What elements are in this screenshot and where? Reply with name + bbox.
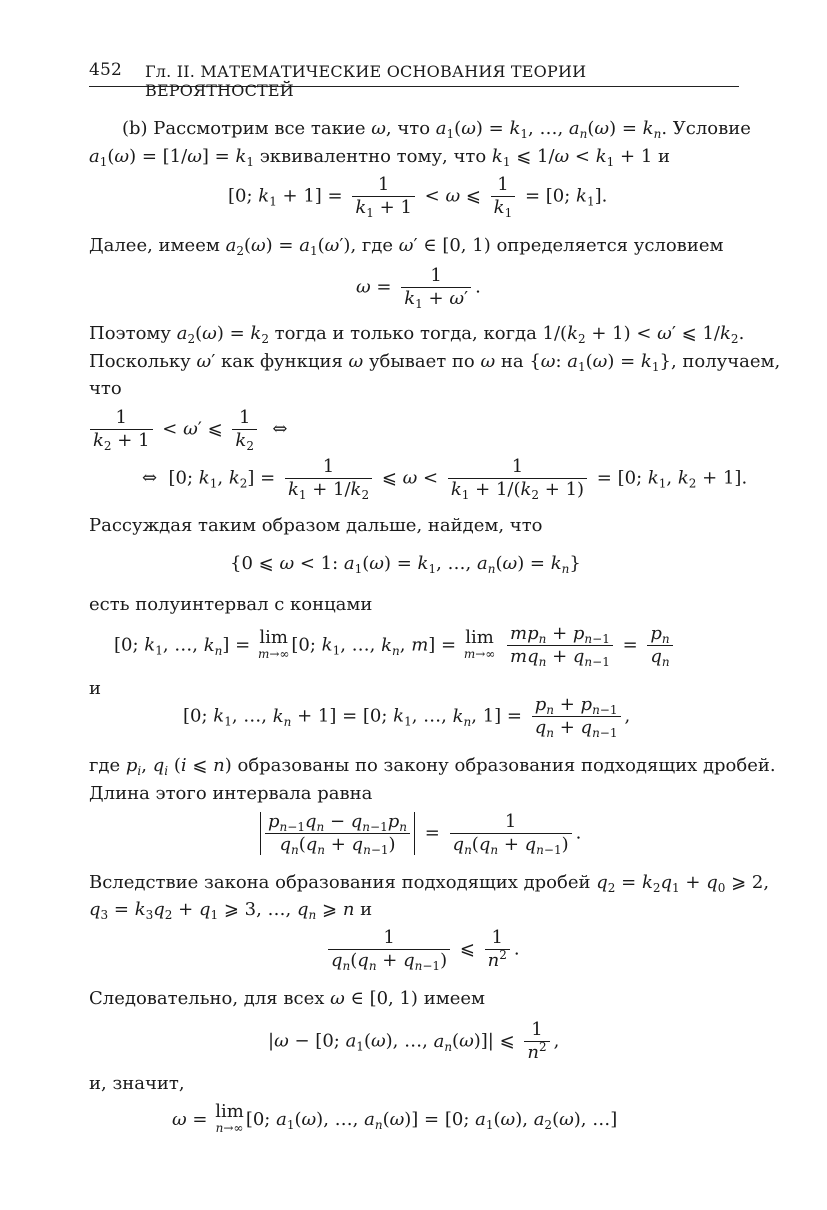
equation-3a: $\frac{1}{k_2 + 1}$ < ω′ ⩽ $\frac{1}{k_2}$ ⇔	[86, 408, 287, 451]
text-line-14: Следовательно, для всех ω ∈ [0, 1) имеем	[89, 988, 485, 1009]
page-number: 452	[89, 60, 123, 80]
equation-9: |ω − [0; $a_1(\omega)$, …, $a_n(\omega)]|$ ⩽ $\frac{1}{n^2}$ ,	[268, 1019, 560, 1063]
equation-3b: ⇔ [0; $k_1$, $k_2$] = $\frac{1}{k_1 + 1/k_2}$ ⩽ ω < $\frac{1}{k_1 + 1/(k_2 + 1)}$ = [0; $k_1$, $k_2 + 1$].	[142, 456, 748, 502]
text-line-11: Длина этого интервала равна	[89, 783, 373, 804]
equation-1: [0; $k_1 + 1$] = $\frac{1}{k_1 + 1}$ < ω ⩽ $\frac{1}{k_1}$ = [0; $k_1$].	[228, 174, 608, 220]
running-header	[89, 60, 739, 100]
text-line-5: Поскольку ω′ как функция ω убывает по ω на {ω: $a_1(\omega) = k_1$}, получаем,	[89, 351, 781, 374]
text-line-4: Поэтому $a_2(\omega) = k_2$ тогда и только тогда, когда $1/(k_2 + 1) < \omega'$ ⩽ $1/k_2$.	[89, 323, 745, 346]
text-line-15: и, значит,	[89, 1073, 185, 1094]
equation-2: ω = $\frac{1}{k_1 + \omega'}$ .	[356, 265, 481, 311]
equation-4: {0 ⩽ ω < 1: $a_1(\omega) = k_1$, …, $a_n(\omega) = k_n$}	[230, 553, 581, 576]
running-title: Гл. II. МАТЕМАТИЧЕСКИЕ ОСНОВАНИЯ ТЕОРИИ ВЕРОЯТНОСТЕЙ	[145, 62, 587, 100]
equation-5: [0; $k_1$, …, $k_n$] = lim m→∞ [0; $k_1$, …, $k_n$, m] = lim m→∞ $\frac{mp_n + p_{n-1}}{mq_n + q_{n-1}}$ = $\frac{p_n}{q_n}$	[114, 624, 677, 667]
text-line-2: $a_1(\omega) = [1/\omega] = k_1$ эквивалентно тому, что $k_1$ ⩽ $1/\omega < k_1 + 1$ и	[89, 146, 670, 169]
text-line-9: и	[89, 678, 101, 699]
equation-7: $\frac{p_{n-1}q_n - q_{n-1}p_n}{q_n(q_n + q_{n-1})}$ = $\frac{1}{q_n(q_n + q_{n-1})}$ .	[256, 812, 581, 855]
text-line-3: Далее, имеем $a_2(\omega) = a_1(\omega')$, где ω′ ∈ [0, 1) определяется условием	[89, 235, 724, 258]
equation-10: ω = lim n→∞ [0; $a_1(\omega)$, …, $a_n(\omega)] = [0$; $a_1(\omega)$, $a_2(\omega)$, …]	[172, 1101, 618, 1135]
text-line-13: $q_3 = k_3q_2 + q_1$ ⩾ 3, …, $q_n$ ⩾ n и	[89, 899, 373, 922]
equation-8: $\frac{1}{q_n(q_n + q_{n-1})}$ ⩽ $\frac{1}{n^2}$ .	[324, 928, 520, 971]
equation-6: [0; $k_1$, …, $k_n + 1] = [0$; $k_1$, …, $k_n$, 1] = $\frac{p_n + p_{n-1}}{q_n + q_{n-1}}$ ,	[183, 694, 631, 740]
text-line-7: Рассуждая таким образом дальше, найдем, что	[89, 515, 543, 536]
text-line-1: (b) Рассмотрим все такие ω, что $a_1(\omega) = k_1$, …, $a_n(\omega) = k_n$. Условие	[122, 118, 751, 141]
text-line-6: что	[89, 378, 122, 399]
text-line-10: где $p_i$, $q_i$ (i ⩽ n) образованы по закону образования подходящих дробей.	[89, 755, 776, 778]
text-line-8: есть полуинтервал с концами	[89, 594, 373, 615]
text-line-12: Вследствие закона образования подходящих дробей $q_2 = k_2q_1 + q_0$ ⩾ 2,	[89, 872, 770, 895]
